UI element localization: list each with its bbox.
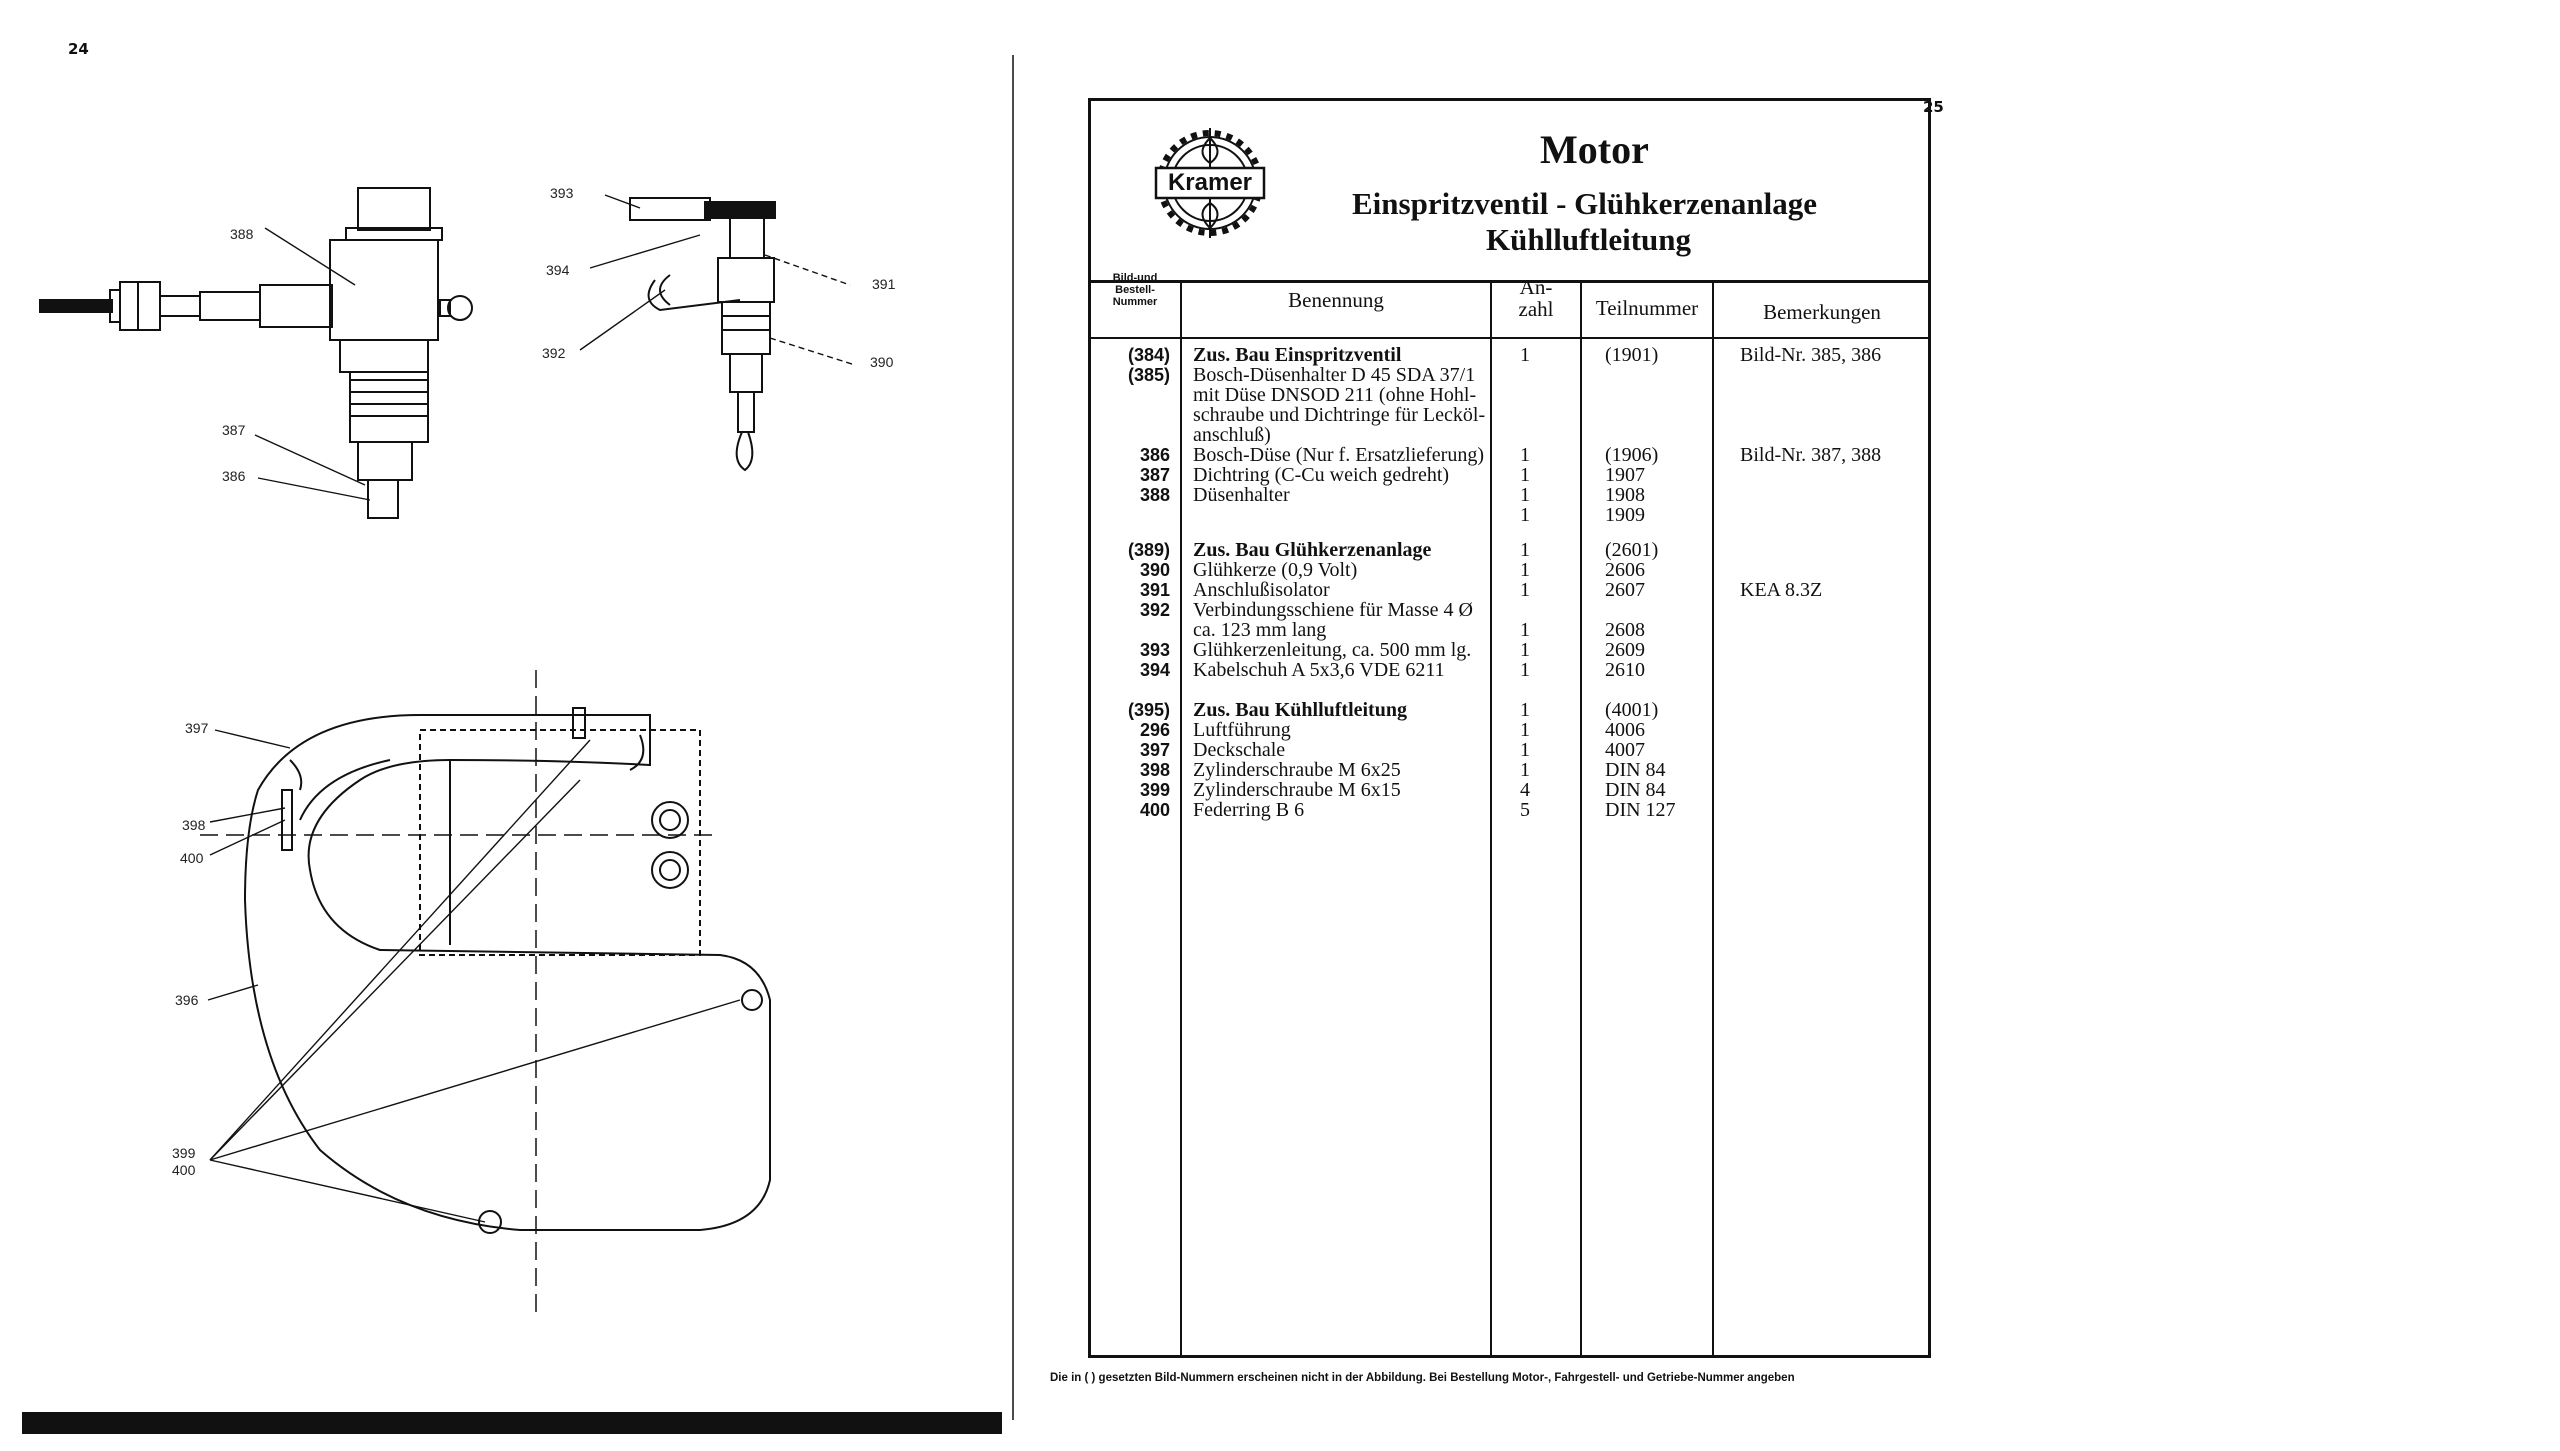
row-benennung: Zylinderschraube M 6x25: [1193, 759, 1401, 781]
glowplug-drawing: [630, 198, 775, 470]
logo-text: Kramer: [1167, 169, 1253, 196]
row-anzahl: 1: [1520, 659, 1530, 681]
colhead-anzahl: [1492, 276, 1580, 320]
callout-400-b: 400: [172, 1162, 196, 1178]
callout-397: 397: [185, 720, 209, 736]
row-benennung: Zus. Bau Kühlluftleitung: [1193, 699, 1407, 721]
row-anzahl: 1: [1520, 719, 1530, 741]
row-number: 400: [1139, 800, 1170, 820]
subtitle-2: Kühlluftleitung: [1486, 222, 1691, 257]
row-benennung: Federring B 6: [1193, 799, 1305, 821]
air-shroud-drawing: [200, 670, 770, 1320]
row-anzahl: 1: [1520, 464, 1530, 486]
callout-391: 391: [872, 276, 896, 292]
row-benennung: Zylinderschraube M 6x15: [1193, 779, 1401, 801]
callout-390: 390: [870, 354, 894, 370]
row-benennung: Anschlußisolator: [1193, 579, 1330, 601]
col-sep-3: [1580, 280, 1582, 1358]
left-page-number: 24: [68, 40, 89, 58]
row-teilnummer: 2609: [1605, 639, 1645, 661]
row-teilnummer: DIN 84: [1605, 779, 1666, 801]
colhead-bild-line-2: Bestell-: [1115, 284, 1155, 296]
row-anzahl: 1: [1520, 619, 1530, 641]
row-number: 394: [1139, 660, 1170, 680]
row-anzahl: 1: [1520, 539, 1530, 561]
callout-394: 394: [546, 262, 570, 278]
colhead-bild-line-1: Bild-und: [1112, 272, 1158, 284]
row-anzahl: 5: [1520, 799, 1530, 821]
footer-note: Die in ( ) gesetzten Bild-Nummern erscheinen nicht in der Abbildung. Bei Bestellung Motor-, Fahrgestell- und Getriebe-Nummer angeben: [1050, 1372, 1795, 1384]
row-teilnummer: 1907: [1605, 464, 1645, 486]
row-benennung: Bosch-Düsenhalter D 45 SDA 37/1: [1193, 364, 1476, 386]
row-number: (395): [1127, 700, 1170, 720]
row-teilnummer: 2608: [1605, 619, 1645, 641]
row-number: 386: [1139, 445, 1170, 465]
row-number: 392: [1139, 600, 1170, 620]
row-anzahl: 1: [1520, 639, 1530, 661]
row-benennung: mit Düse DNSOD 211 (ohne Hohl-: [1193, 384, 1477, 406]
row-benennung: Glühkerze (0,9 Volt): [1193, 559, 1358, 581]
row-number: 388: [1139, 485, 1170, 505]
callout-399: 399: [172, 1145, 196, 1161]
row-benennung: ca. 123 mm lang: [1193, 619, 1327, 641]
colhead-teilnummer: Teilnummer: [1595, 296, 1699, 320]
scan-edge-bar: [22, 1412, 1002, 1434]
row-teilnummer: 4006: [1605, 719, 1645, 741]
row-benennung: Verbindungsschiene für Masse 4 Ø: [1193, 599, 1473, 621]
row-teilnummer: (1901): [1605, 344, 1659, 366]
column-header-rule: [1088, 337, 1931, 339]
kramer-logo: [1140, 118, 1280, 248]
row-number: 296: [1139, 720, 1170, 740]
row-anzahl: 1: [1520, 739, 1530, 761]
row-teilnummer: (2601): [1605, 539, 1659, 561]
row-bemerkungen: Bild-Nr. 387, 388: [1740, 444, 1882, 466]
row-number: 393: [1139, 640, 1170, 660]
row-benennung: schraube und Dichtringe für Lecköl-: [1193, 404, 1486, 426]
row-teilnummer: 1909: [1605, 504, 1645, 526]
row-anzahl: 1: [1520, 484, 1530, 506]
col-sep-1: [1180, 280, 1182, 1358]
row-number: 397: [1139, 740, 1170, 760]
row-benennung: Düsenhalter: [1193, 484, 1290, 506]
row-anzahl: 1: [1520, 699, 1530, 721]
row-anzahl: 1: [1520, 444, 1530, 466]
row-number: (389): [1127, 540, 1170, 560]
row-teilnummer: DIN 127: [1605, 799, 1676, 821]
row-bemerkungen: Bild-Nr. 385, 386: [1740, 344, 1882, 366]
col-sep-4: [1712, 280, 1714, 1358]
row-teilnummer: 4007: [1605, 739, 1645, 761]
colhead-bild-nummer: [1095, 272, 1175, 308]
callout-387: 387: [222, 422, 246, 438]
row-anzahl: 1: [1520, 559, 1530, 581]
colhead-bemerkungen: Bemerkungen: [1763, 300, 1881, 324]
row-teilnummer: (4001): [1605, 699, 1659, 721]
leader-lines: [208, 195, 855, 1222]
row-benennung: Bosch-Düse (Nur f. Ersatzlieferung): [1193, 444, 1485, 466]
row-teilnummer: 1908: [1605, 484, 1645, 506]
callout-386: 386: [222, 468, 246, 484]
row-number: 399: [1139, 780, 1170, 800]
row-number: (385): [1127, 365, 1170, 385]
row-number: (384): [1127, 345, 1170, 365]
row-teilnummer: (1906): [1605, 444, 1659, 466]
colhead-anzahl-line-2: zahl: [1518, 297, 1554, 321]
row-benennung: Dichtring (C-Cu weich gedreht): [1193, 464, 1450, 486]
callout-396: 396: [175, 992, 199, 1008]
row-benennung: Kabelschuh A 5x3,6 VDE 6211: [1193, 659, 1445, 681]
col-sep-2: [1490, 280, 1492, 1358]
row-anzahl: 1: [1520, 579, 1530, 601]
row-number: 391: [1139, 580, 1170, 600]
colhead-benennung: Benennung: [1288, 288, 1384, 312]
row-teilnummer: 2607: [1605, 579, 1645, 601]
row-number: 390: [1139, 560, 1170, 580]
callout-388: 388: [230, 226, 254, 242]
row-benennung: Deckschale: [1193, 739, 1286, 761]
row-benennung: Zus. Bau Einspritzventil: [1193, 344, 1402, 366]
subtitle-1: Einspritzventil - Glühkerzenanlage: [1352, 186, 1817, 221]
row-anzahl: 1: [1520, 504, 1530, 526]
injector-drawing: [40, 188, 472, 518]
callout-392: 392: [542, 345, 566, 361]
callout-400: 400: [180, 850, 204, 866]
row-benennung: Luftführung: [1193, 719, 1291, 741]
colhead-bild-line-3: Nummer: [1112, 296, 1158, 308]
row-benennung: anschluß): [1193, 424, 1271, 446]
row-teilnummer: 2610: [1605, 659, 1645, 681]
row-number: 398: [1139, 760, 1170, 780]
row-number: 387: [1139, 465, 1170, 485]
colhead-anzahl-line-1: An-: [1519, 275, 1553, 299]
right-page-number: 25: [1923, 98, 1944, 116]
page-title: Motor: [1540, 127, 1649, 172]
row-teilnummer: 2606: [1605, 559, 1645, 581]
row-bemerkungen: KEA 8.3Z: [1740, 579, 1823, 601]
row-anzahl: 4: [1520, 779, 1530, 801]
row-anzahl: 1: [1520, 759, 1530, 781]
row-teilnummer: DIN 84: [1605, 759, 1666, 781]
row-benennung: Glühkerzenleitung, ca. 500 mm lg.: [1193, 639, 1472, 661]
row-anzahl: 1: [1520, 344, 1530, 366]
callout-398: 398: [182, 817, 206, 833]
callout-393: 393: [550, 185, 574, 201]
row-benennung: Zus. Bau Glühkerzenanlage: [1193, 539, 1432, 561]
